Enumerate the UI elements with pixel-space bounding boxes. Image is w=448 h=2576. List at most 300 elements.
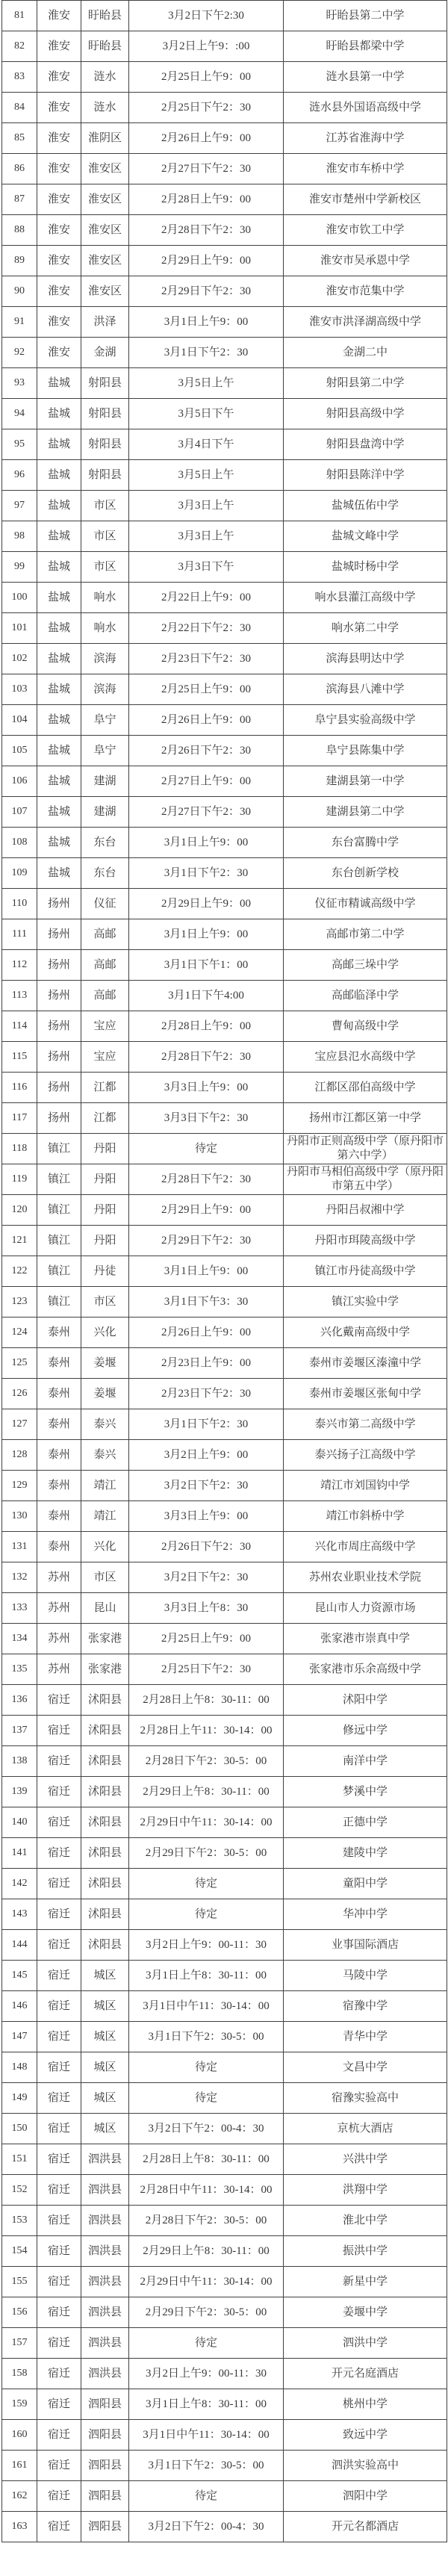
district-cell: 涟水 [81,93,129,123]
district-cell: 东台 [81,828,129,858]
district-cell: 射阳县 [81,460,129,491]
site-cell: 马陵中学 [284,1961,447,1991]
city-cell: 苏州 [37,1654,81,1685]
site-cell: 镇江市丹徒高级中学 [284,1256,447,1287]
table-row [2,31,447,62]
row-number-cell: 118 [2,1134,37,1164]
row-number-cell: 161 [2,2451,37,2481]
city-cell: 盐城 [37,368,81,399]
time-cell: 3月3日下午2：30 [129,1103,284,1134]
site-cell: 射阳县陈洋中学 [284,460,447,491]
district-cell: 阜宁 [81,736,129,766]
district-cell: 阜宁 [81,705,129,736]
city-cell: 淮安 [37,184,81,215]
time-cell: 2月29日下午2：30 [129,1226,284,1256]
city-cell: 扬州 [37,1042,81,1073]
time-cell: 2月29日上午9：00 [129,889,284,919]
district-cell: 高邮 [81,950,129,981]
site-cell: 响水第二中学 [284,613,447,644]
district-cell: 泗阳县 [81,2451,129,2481]
district-cell: 泗洪县 [81,2144,129,2175]
district-cell: 淮安区 [81,276,129,307]
site-cell: 京杭大酒店 [284,2114,447,2144]
district-cell: 淮阴区 [81,123,129,154]
city-cell: 苏州 [37,1624,81,1654]
site-cell: 江都区邵伯高级中学 [284,1073,447,1103]
city-cell: 苏州 [37,1562,81,1593]
row-number-cell: 89 [2,246,37,276]
table-row [2,1164,447,1195]
site-cell: 泰兴扬子江高级中学 [284,1440,447,1471]
time-cell: 2月27日下午2：30 [129,154,284,184]
city-cell: 泰州 [37,1318,81,1348]
time-cell: 3月1日下午2：30-5：00 [129,2451,284,2481]
site-cell: 江苏省淮海中学 [284,123,447,154]
city-cell: 宿迁 [37,1807,81,1838]
city-cell: 泰州 [37,1409,81,1440]
district-cell: 泗洪县 [81,2359,129,2389]
time-cell: 3月2日上午9：00 [129,1440,284,1471]
row-number-cell: 121 [2,1226,37,1256]
district-cell: 泗阳县 [81,2389,129,2420]
row-number-cell: 149 [2,2083,37,2114]
table-row [2,460,447,491]
district-cell: 泗洪县 [81,2328,129,2359]
district-cell: 沭阳县 [81,1930,129,1961]
row-number-cell: 134 [2,1624,37,1654]
district-cell: 盱眙县 [81,31,129,62]
exam-schedule-rows [2,1,447,2542]
city-cell: 镇江 [37,1164,81,1195]
row-number-cell: 104 [2,705,37,736]
city-cell: 宿迁 [37,2114,81,2144]
table-row [2,184,447,215]
city-cell: 盐城 [37,736,81,766]
time-cell: 2月29日中午11：30-14：00 [129,2267,284,2297]
row-number-cell: 111 [2,919,37,950]
site-cell: 东台富腾中学 [284,828,447,858]
time-cell: 3月1日上午8：30-11：00 [129,1961,284,1991]
site-cell: 盐城文峰中学 [284,521,447,552]
district-cell: 仪征 [81,889,129,919]
site-cell: 高邮临泽中学 [284,981,447,1011]
table-row [2,1961,447,1991]
table-row [2,2052,447,2083]
district-cell: 建湖 [81,766,129,797]
district-cell: 沭阳县 [81,1869,129,1899]
table-row [2,1226,447,1256]
district-cell: 淮安区 [81,184,129,215]
city-cell: 宿迁 [37,2389,81,2420]
district-cell: 市区 [81,491,129,521]
city-cell: 泰州 [37,1440,81,1471]
table-row [2,1838,447,1869]
table-row [2,2022,447,2052]
row-number-cell: 126 [2,1379,37,1409]
time-cell: 待定 [129,2328,284,2359]
district-cell: 泗洪县 [81,2206,129,2236]
row-number-cell: 152 [2,2175,37,2206]
table-row [2,1624,447,1654]
time-cell: 2月27日上午9：00 [129,766,284,797]
table-row [2,2144,447,2175]
district-cell: 淮安区 [81,154,129,184]
city-cell: 苏州 [37,1593,81,1624]
row-number-cell: 113 [2,981,37,1011]
time-cell: 3月2日下午2：30 [129,1471,284,1501]
site-cell: 仪征市精诚高级中学 [284,889,447,919]
site-cell: 淮安市车桥中学 [284,154,447,184]
city-cell: 盐城 [37,858,81,889]
district-cell: 东台 [81,858,129,889]
time-cell: 3月1日下午1：00 [129,950,284,981]
time-cell: 3月1日上午9：00 [129,1256,284,1287]
row-number-cell: 120 [2,1195,37,1226]
city-cell: 宿迁 [37,2359,81,2389]
district-cell: 城区 [81,2083,129,2114]
table-row [2,2328,447,2359]
row-number-cell: 160 [2,2420,37,2451]
city-cell: 扬州 [37,1073,81,1103]
time-cell: 2月22日下午2：30 [129,613,284,644]
table-row [2,399,447,429]
time-cell: 2月28日上午9：00 [129,1011,284,1042]
district-cell: 丹阳 [81,1164,129,1195]
city-cell: 淮安 [37,307,81,338]
site-cell: 张家港市乐余高级中学 [284,1654,447,1685]
site-cell: 淮安市楚州中学新校区 [284,184,447,215]
district-cell: 城区 [81,2052,129,2083]
table-row [2,1073,447,1103]
row-number-cell: 132 [2,1562,37,1593]
district-cell: 射阳县 [81,368,129,399]
time-cell: 3月2日下午2：00-4：30 [129,2512,284,2542]
table-row [2,674,447,705]
district-cell: 泗阳县 [81,2420,129,2451]
site-cell: 姜堰中学 [284,2297,447,2328]
row-number-cell: 163 [2,2512,37,2542]
district-cell: 泗阳县 [81,2512,129,2542]
city-cell: 盐城 [37,583,81,613]
city-cell: 泰州 [37,1532,81,1562]
city-cell: 扬州 [37,889,81,919]
site-cell: 振洪中学 [284,2236,447,2267]
district-cell: 金湖 [81,338,129,368]
district-cell: 市区 [81,1287,129,1318]
table-row [2,521,447,552]
city-cell: 扬州 [37,981,81,1011]
row-number-cell: 88 [2,215,37,246]
city-cell: 泰州 [37,1348,81,1379]
time-cell: 2月26日下午2：30 [129,736,284,766]
time-cell: 3月5日上午 [129,368,284,399]
row-number-cell: 109 [2,858,37,889]
district-cell: 城区 [81,1991,129,2022]
table-row [2,1256,447,1287]
time-cell: 2月29日下午2：30 [129,276,284,307]
row-number-cell: 141 [2,1838,37,1869]
district-cell: 射阳县 [81,399,129,429]
time-cell: 3月1日下午4:00 [129,981,284,1011]
table-row [2,1318,447,1348]
time-cell: 2月28日中午11：30-14：00 [129,2175,284,2206]
table-row [2,1134,447,1164]
city-cell: 宿迁 [37,2022,81,2052]
city-cell: 宿迁 [37,2481,81,2512]
district-cell: 兴化 [81,1532,129,1562]
time-cell: 3月5日下午 [129,399,284,429]
table-row [2,276,447,307]
table-row [2,1379,447,1409]
row-number-cell: 119 [2,1164,37,1195]
time-cell: 3月2日下午2：30 [129,1562,284,1593]
table-row [2,858,447,889]
table-row [2,889,447,919]
site-cell: 丹阳市珥陵高级中学 [284,1226,447,1256]
district-cell: 泰兴 [81,1440,129,1471]
table-row [2,2297,447,2328]
time-cell: 3月2日下午2：00-4：30 [129,2114,284,2144]
row-number-cell: 112 [2,950,37,981]
row-number-cell: 115 [2,1042,37,1073]
site-cell: 盐城时杨中学 [284,552,447,583]
table-row [2,307,447,338]
district-cell: 昆山 [81,1593,129,1624]
row-number-cell: 116 [2,1073,37,1103]
district-cell: 宝应 [81,1042,129,1073]
district-cell: 市区 [81,552,129,583]
time-cell: 待定 [129,2052,284,2083]
district-cell: 姜堰 [81,1348,129,1379]
site-cell: 修远中学 [284,1716,447,1746]
city-cell: 宿迁 [37,2236,81,2267]
row-number-cell: 146 [2,1991,37,2022]
table-row [2,2206,447,2236]
city-cell: 宿迁 [37,2175,81,2206]
district-cell: 泰兴 [81,1409,129,1440]
city-cell: 淮安 [37,154,81,184]
site-cell: 靖江市斜桥中学 [284,1501,447,1532]
site-cell: 曹甸高级中学 [284,1011,447,1042]
row-number-cell: 138 [2,1746,37,1777]
district-cell: 沭阳县 [81,1807,129,1838]
time-cell: 3月1日下午2：30 [129,858,284,889]
site-cell: 童阳中学 [284,1869,447,1899]
row-number-cell: 140 [2,1807,37,1838]
site-cell: 淮北中学 [284,2206,447,2236]
time-cell: 2月28日上午8：30-11：00 [129,2144,284,2175]
city-cell: 宿迁 [37,1746,81,1777]
district-cell: 泗洪县 [81,2297,129,2328]
city-cell: 宿迁 [37,1899,81,1930]
row-number-cell: 87 [2,184,37,215]
city-cell: 宿迁 [37,1685,81,1716]
district-cell: 姜堰 [81,1379,129,1409]
district-cell: 淮安区 [81,246,129,276]
district-cell: 沭阳县 [81,1716,129,1746]
table-row [2,1685,447,1716]
city-cell: 镇江 [37,1195,81,1226]
site-cell: 苏州农业职业技术学院 [284,1562,447,1593]
site-cell: 业事国际酒店 [284,1930,447,1961]
site-cell: 涟水县外国语高级中学 [284,93,447,123]
site-cell: 滨海县八滩中学 [284,674,447,705]
table-row [2,1777,447,1807]
time-cell: 2月28日上午11：30-14：00 [129,1716,284,1746]
row-number-cell: 107 [2,797,37,828]
city-cell: 宿迁 [37,2052,81,2083]
row-number-cell: 93 [2,368,37,399]
city-cell: 扬州 [37,1103,81,1134]
site-cell: 镇江实验中学 [284,1287,447,1318]
row-number-cell: 82 [2,31,37,62]
city-cell: 盐城 [37,828,81,858]
row-number-cell: 127 [2,1409,37,1440]
row-number-cell: 155 [2,2267,37,2297]
time-cell: 3月1日上午9：00 [129,919,284,950]
time-cell: 2月29日上午9：00 [129,1195,284,1226]
site-cell: 射阳县第二中学 [284,368,447,399]
site-cell: 宿豫实验高中 [284,2083,447,2114]
district-cell: 高邮 [81,981,129,1011]
time-cell: 2月29日中午11：30-14：00 [129,1807,284,1838]
time-cell: 2月25日上午9：00 [129,674,284,705]
district-cell: 靖江 [81,1471,129,1501]
table-row [2,154,447,184]
table-row [2,2420,447,2451]
site-cell: 昆山市人力资源市场 [284,1593,447,1624]
site-cell: 洪翔中学 [284,2175,447,2206]
city-cell: 扬州 [37,919,81,950]
district-cell: 沭阳县 [81,1685,129,1716]
site-cell: 开元名庭酒店 [284,2359,447,2389]
district-cell: 宝应 [81,1011,129,1042]
time-cell: 2月28日下午2：30 [129,1042,284,1073]
site-cell: 射阳县高级中学 [284,399,447,429]
district-cell: 市区 [81,1562,129,1593]
row-number-cell: 137 [2,1716,37,1746]
exam-schedule-table [1,0,447,2542]
row-number-cell: 90 [2,276,37,307]
row-number-cell: 131 [2,1532,37,1562]
site-cell: 阜宁县实验高级中学 [284,705,447,736]
row-number-cell: 125 [2,1348,37,1379]
district-cell: 泗洪县 [81,2236,129,2267]
district-cell: 丹阳 [81,1134,129,1164]
site-cell: 兴洪中学 [284,2144,447,2175]
row-number-cell: 144 [2,1930,37,1961]
site-cell: 建陵中学 [284,1838,447,1869]
city-cell: 扬州 [37,1011,81,1042]
table-row [2,1899,447,1930]
district-cell: 张家港 [81,1654,129,1685]
city-cell: 盐城 [37,766,81,797]
row-number-cell: 84 [2,93,37,123]
table-row [2,2512,447,2542]
table-row [2,797,447,828]
table-row [2,2359,447,2389]
city-cell: 淮安 [37,338,81,368]
site-cell: 致远中学 [284,2420,447,2451]
row-number-cell: 96 [2,460,37,491]
table-row [2,1716,447,1746]
time-cell: 3月1日中午11：30-14：00 [129,1991,284,2022]
table-row [2,1930,447,1961]
site-cell: 东台创新学校 [284,858,447,889]
district-cell: 沭阳县 [81,1777,129,1807]
table-row [2,93,447,123]
row-number-cell: 129 [2,1471,37,1501]
district-cell: 洪泽 [81,307,129,338]
city-cell: 淮安 [37,276,81,307]
table-row [2,1991,447,2022]
table-row [2,1501,447,1532]
table-row [2,2083,447,2114]
site-cell: 射阳县盘湾中学 [284,429,447,460]
site-cell: 高邮三垛中学 [284,950,447,981]
row-number-cell: 92 [2,338,37,368]
time-cell: 3月1日上午8：30-11：00 [129,2389,284,2420]
time-cell: 3月2日上午9：:00 [129,31,284,62]
row-number-cell: 159 [2,2389,37,2420]
row-number-cell: 114 [2,1011,37,1042]
row-number-cell: 95 [2,429,37,460]
site-cell: 泰州市姜堰区溱潼中学 [284,1348,447,1379]
city-cell: 盐城 [37,797,81,828]
city-cell: 盐城 [37,460,81,491]
city-cell: 扬州 [37,950,81,981]
time-cell: 3月1日中午11：30-14：00 [129,2420,284,2451]
table-row [2,1654,447,1685]
time-cell: 3月5日上午 [129,460,284,491]
district-cell: 涟水 [81,62,129,93]
site-cell: 泰州市姜堰区张甸中学 [284,1379,447,1409]
time-cell: 待定 [129,1899,284,1930]
site-cell: 泗洪中学 [284,2328,447,2359]
site-cell: 泰兴市第二高级中学 [284,1409,447,1440]
row-number-cell: 94 [2,399,37,429]
time-cell: 3月2日下午2:30 [129,1,284,31]
row-number-cell: 103 [2,674,37,705]
district-cell: 沭阳县 [81,1899,129,1930]
table-row [2,583,447,613]
table-row [2,1869,447,1899]
time-cell: 3月3日上午 [129,521,284,552]
time-cell: 待定 [129,2481,284,2512]
time-cell: 2月27日下午2：30 [129,797,284,828]
city-cell: 宿迁 [37,1777,81,1807]
district-cell: 丹阳 [81,1226,129,1256]
city-cell: 淮安 [37,123,81,154]
site-cell: 新星中学 [284,2267,447,2297]
row-number-cell: 83 [2,62,37,93]
city-cell: 淮安 [37,62,81,93]
city-cell: 泰州 [37,1471,81,1501]
time-cell: 2月28日上午8：30-11：00 [129,1685,284,1716]
city-cell: 宿迁 [37,2144,81,2175]
city-cell: 宿迁 [37,1930,81,1961]
district-cell: 江都 [81,1103,129,1134]
table-row [2,368,447,399]
row-number-cell: 142 [2,1869,37,1899]
district-cell: 江都 [81,1073,129,1103]
site-cell: 淮安市洪泽湖高级中学 [284,307,447,338]
table-row [2,1593,447,1624]
city-cell: 宿迁 [37,1869,81,1899]
table-row [2,766,447,797]
row-number-cell: 100 [2,583,37,613]
row-number-cell: 133 [2,1593,37,1624]
